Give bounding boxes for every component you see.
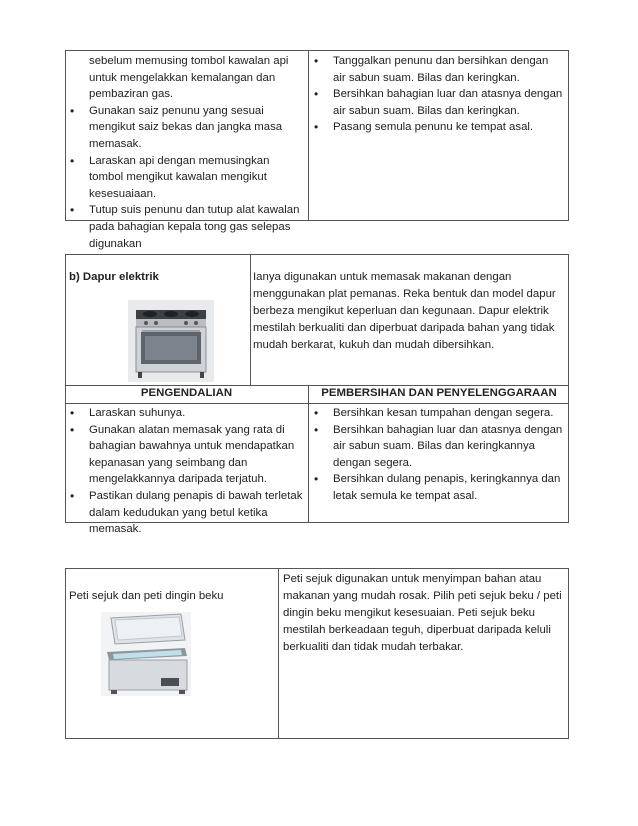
list-item: • Gunakan saiz penunu yang sesuai mengikut saiz bekas dan jangka masa memasak. xyxy=(67,103,305,153)
gas-stove-cleaning-list xyxy=(311,53,563,136)
electric-stove-title: b) Dapur elektrik xyxy=(69,271,159,283)
column-divider xyxy=(278,568,279,739)
header-pengendalian: PENGENDALIAN xyxy=(140,387,233,399)
list-item: • Bersihkan kesan tumpahan dengan segera. xyxy=(311,405,563,422)
column-divider xyxy=(308,50,309,221)
list-item: • Bersihkan bahagian luar dan atasnya dengan air sabun suam. Bilas dan keringkan. xyxy=(311,86,563,119)
electric-stove-usage-list xyxy=(67,405,305,538)
chest-freezer-image xyxy=(101,612,191,696)
electric-stove-image xyxy=(128,300,214,382)
list-item: • Pasang semula penunu ke tempat asal. xyxy=(311,119,563,136)
list-item: • Bersihkan bahagian luar dan atasnya dengan air sabun suam. Bilas dan keringkannya dengan segera. xyxy=(311,422,563,472)
list-item: • Laraskan suhunya. xyxy=(67,405,305,422)
list-item: • Pastikan dulang penapis di bawah terletak dalam kedudukan yang betul ketika memasak. xyxy=(67,488,305,538)
electric-stove-cleaning-list xyxy=(311,405,563,505)
list-item: sebelum memusing tombol kawalan api untuk mengelakkan kemalangan dan pembaziran gas. xyxy=(89,55,289,101)
row-divider xyxy=(65,403,569,404)
header-pembersihan: PEMBERSIHAN DAN PENYELENGGARAAN xyxy=(321,387,557,399)
list-item: • Tanggalkan penunu dan bersihkan dengan air sabun suam. Bilas dan keringkan. xyxy=(311,53,563,86)
gas-stove-usage-list xyxy=(67,53,305,252)
freezer-description: Peti sejuk digunakan untuk menyimpan bahan atau makanan yang mudah rosak. Pilih peti sejuk beku / peti dingin beku mengikut kesesuaian. Peti sejuk beku mestilah berkeadaan teguh, diperbuat daripada keluli berkualiti dan tidak mudah terbakar. xyxy=(283,573,562,653)
column-divider xyxy=(308,385,309,523)
freezer-title: Peti sejuk dan peti dingin beku xyxy=(69,590,224,602)
row-divider xyxy=(65,385,569,386)
column-divider xyxy=(250,254,251,385)
list-item: • Laraskan api dengan memusingkan tombol mengikut kawalan mengikut kesesuaiaan. xyxy=(67,153,305,203)
list-item: • Bersihkan dulang penapis, keringkannya dan letak semula ke tempat asal. xyxy=(311,471,563,504)
electric-stove-description: Ianya digunakan untuk memasak makanan dengan menggunakan plat pemanas. Reka bentuk dan model dapur berbeza mengikut keperluan dan kegunaan. Dapur elektrik mestilah berkualiti dan diperbuat daripada bahan yang tidak mudah berkarat, kukuh dan mudah dibersihkan. xyxy=(253,271,556,351)
list-item: • Tutup suis penunu dan tutup alat kawalan pada bahagian kepala tong gas selepas digunakan xyxy=(67,202,305,252)
list-item: • Gunakan alatan memasak yang rata di bahagian bawahnya untuk mendapatkan kepanasan yang seimbang dan mengelakkannya daripada terjatuh. xyxy=(67,422,305,488)
